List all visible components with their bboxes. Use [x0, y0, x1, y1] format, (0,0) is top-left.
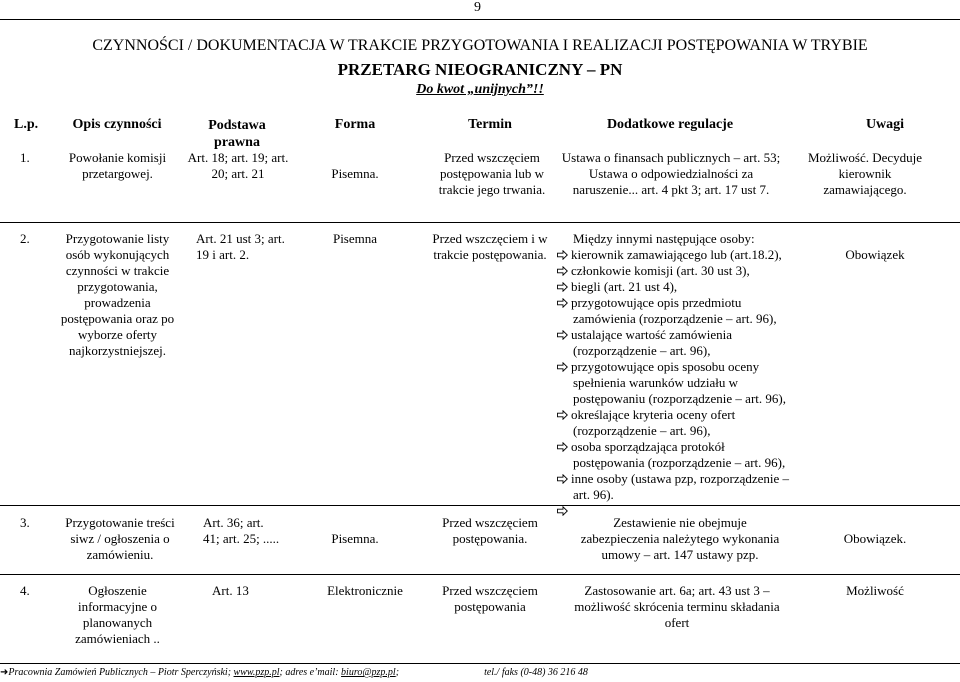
- regulacje-list-item: [557, 263, 797, 279]
- arrow-right-icon: [557, 264, 567, 274]
- row1-termin: Przed wszczęciem postępowania lub w trakcie jego trwania.: [438, 150, 546, 197]
- arrow-right-icon: [557, 296, 567, 306]
- regulacje-item-text: przygotowujące opis przedmiotu zamówienia (rozporządzenie – art. 96),: [571, 295, 777, 326]
- row2-podstawa: Art. 21 ust 3; art. 19 i art. 2.: [196, 231, 285, 262]
- footer-web-link[interactable]: www.pzp.pl: [233, 667, 280, 678]
- row4-termin: Przed wszczęciem postępowania: [442, 583, 538, 614]
- row4-podstawa: Art. 13: [212, 583, 249, 598]
- row2-regulacje-list: [557, 247, 797, 519]
- col-header-lp: L.p.: [14, 117, 39, 132]
- row3-regulacje: Zestawienie nie obejmuje zabezpieczenia należytego wykonania umowy – art. 147 ustawy pzp.: [580, 515, 780, 562]
- row3-lp: 3.: [20, 515, 30, 530]
- regulacje-list-item: [557, 439, 797, 471]
- regulacje-list-item: [557, 407, 797, 439]
- row2-regulacje-intro: Między innymi następujące osoby:: [573, 231, 755, 246]
- header-rule: [0, 19, 960, 20]
- row1-uwagi: Możliwość. Decyduje kierownik zamawiającego.: [807, 150, 923, 197]
- regulacje-list-item: [557, 247, 797, 263]
- row4-forma: Elektronicznie: [327, 583, 403, 598]
- row1-forma: Pisemna.: [331, 166, 379, 181]
- doc-title-line1: CZYNNOŚCI / DOKUMENTACJA W TRAKCIE PRZYGOTOWANIA I REALIZACJI POSTĘPOWANIA W TRYBIE: [92, 37, 868, 54]
- arrow-right-icon: [557, 408, 567, 418]
- row3-forma: Pisemna.: [331, 531, 379, 546]
- doc-title-line3: Do kwot „unijnych”!!: [416, 82, 544, 97]
- doc-title-line2: PRZETARG NIEOGRANICZNY – PN: [337, 60, 623, 79]
- regulacje-list-item: [557, 327, 797, 359]
- regulacje-item-text: członkowie komisji (art. 30 ust 3),: [571, 263, 750, 278]
- row4-uwagi: Możliwość: [846, 583, 904, 598]
- regulacje-item-text: inne osoby (ustawa pzp, rozporządzenie – art. 96).: [571, 471, 790, 502]
- footer-org: Pracownia Zamówień Publicznych – Piotr Sperczyński;: [8, 667, 232, 678]
- arrow-right-icon: [557, 440, 567, 450]
- row2-regulacje: [557, 231, 797, 519]
- regulacje-item-text: osoba sporządzająca protokół postępowania (rozporządzenie – art. 96),: [571, 439, 786, 470]
- row3-uwagi: Obowiązek.: [843, 531, 907, 546]
- row4-regulacje: Zastosowanie art. 6a; art. 43 ust 3 – możliwość skrócenia terminu składania ofert: [574, 583, 780, 630]
- row2-termin: Przed wszczęciem i w trakcie postępowania.: [432, 231, 548, 262]
- regulacje-list-item: [557, 359, 797, 407]
- footer-rule: [0, 663, 960, 664]
- arrow-right-icon: [557, 472, 567, 482]
- col-header-regulacje: Dodatkowe regulacje: [606, 117, 734, 132]
- row1-opis: Powołanie komisji przetargowej.: [68, 150, 167, 181]
- regulacje-item-text: przygotowujące opis sposobu oceny spełnienia warunków udziału w postępowaniu (rozporządzenie – art. 96),: [571, 359, 786, 406]
- row3-podstawa: Art. 36; art. 41; art. 25; .....: [203, 515, 280, 546]
- arrow-right-icon: [557, 360, 567, 370]
- regulacje-list-item: [557, 471, 797, 503]
- footer: [0, 667, 960, 678]
- row2-opis: Przygotowanie listy osób wykonujących czynności w trakcie przygotowania, prowadzenia postępowania oraz po wyborze oferty najkorzystniejszej.: [60, 231, 175, 358]
- footer-arrow-icon: ➜: [0, 667, 9, 678]
- row1-regulacje: Ustawa o finansach publicznych – art. 53; Ustawa o odpowiedzialności za naruszenie... art. 4 pkt 3; art. 17 ust 7.: [561, 150, 781, 197]
- footer-phone: tel./ faks (0-48) 36 216 48: [484, 667, 588, 678]
- regulacje-item-text: ustalające wartość zamówienia (rozporządzenie – art. 96),: [571, 327, 732, 358]
- arrow-right-icon: [557, 280, 567, 290]
- footer-sep: ;: [395, 667, 400, 678]
- row2-forma: Pisemna: [332, 231, 378, 246]
- page-number: 9: [474, 0, 481, 15]
- regulacje-list-item: [557, 279, 797, 295]
- row-separator: [0, 222, 960, 223]
- col-header-forma: Forma: [334, 117, 376, 132]
- regulacje-item-text: biegli (art. 21 ust 4),: [571, 279, 678, 294]
- regulacje-item-text: kierownik zamawiającego lub (art.18.2),: [571, 247, 782, 262]
- arrow-right-icon: [557, 328, 567, 338]
- row2-lp: 2.: [20, 231, 30, 246]
- row4-lp: 4.: [20, 583, 30, 598]
- col-header-termin: Termin: [468, 117, 512, 132]
- arrow-right-icon: [557, 248, 567, 258]
- row1-podstawa: Art. 18; art. 19; art. 20; art. 21: [187, 150, 289, 181]
- row-separator: [0, 505, 960, 506]
- regulacje-item-text: określające kryteria oceny ofert (rozporządzenie – art. 96),: [571, 407, 736, 438]
- row1-lp: 1.: [20, 150, 30, 165]
- row3-termin: Przed wszczęciem postępowania.: [442, 515, 538, 546]
- footer-email-label: ; adres e’mail:: [279, 667, 339, 678]
- col-header-uwagi: Uwagi: [865, 117, 905, 132]
- row4-opis: Ogłoszenie informacyjne o planowanych zamówieniach ..: [75, 583, 160, 646]
- footer-email-link[interactable]: biuro@pzp.pl: [341, 667, 396, 678]
- row-separator: [0, 574, 960, 575]
- col-header-podstawa: Podstawa prawna: [208, 118, 266, 150]
- regulacje-list-item: [557, 295, 797, 327]
- row3-opis: Przygotowanie treści siwz / ogłoszenia o zamówieniu.: [65, 515, 175, 562]
- row2-uwagi: Obowiązek: [845, 247, 905, 262]
- col-header-opis: Opis czynności: [72, 117, 162, 132]
